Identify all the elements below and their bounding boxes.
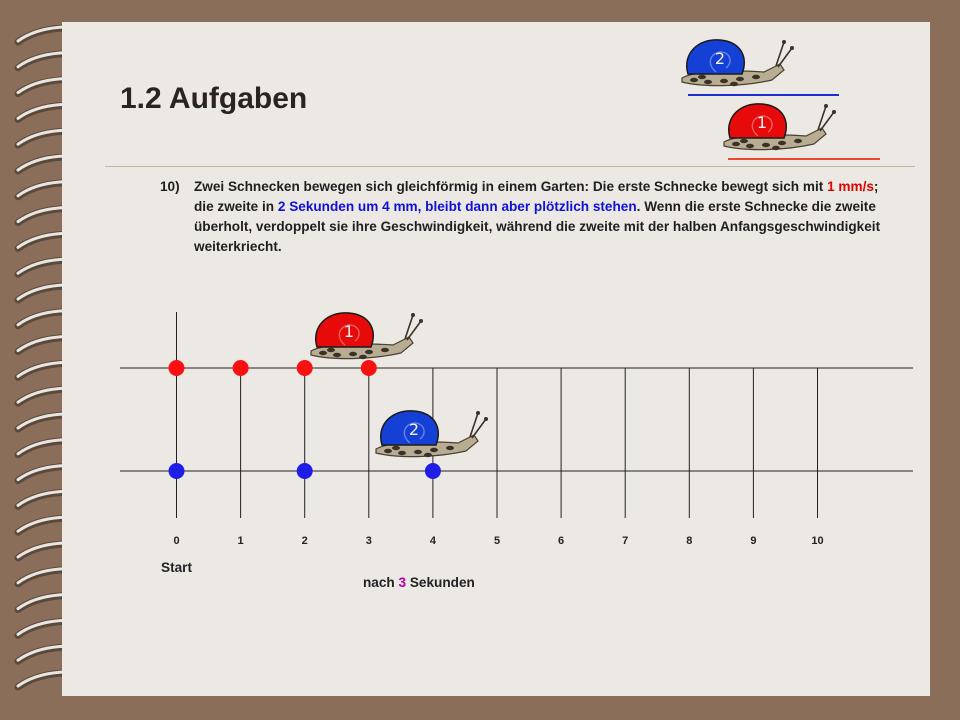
diagram-snail-blue-icon xyxy=(370,405,490,465)
tick-label-7: 7 xyxy=(622,535,629,547)
snail2-position-dot xyxy=(297,463,313,479)
tick-label-2: 2 xyxy=(301,535,308,547)
tick-label-10: 10 xyxy=(811,535,824,547)
tick-label-1: 1 xyxy=(237,535,244,547)
time-value: 3 xyxy=(398,575,407,590)
tick-label-9: 9 xyxy=(750,535,757,547)
start-label: Start xyxy=(161,560,192,575)
task-number: 10) xyxy=(160,179,180,194)
svg-text:1: 1 xyxy=(756,113,768,132)
snail1-position-dot xyxy=(233,360,249,376)
tick-label-5: 5 xyxy=(493,535,501,547)
task-seg1: Zwei Schnecken bewegen sich gleichförmig in einem Garten: Die erste Schnecke bewegt sich mit xyxy=(194,179,828,194)
time-prefix: nach xyxy=(363,575,399,590)
task-seg3: . Wenn die erste Schnecke die zweite überholt, verdoppelt sie ihre Geschwindigkeit, während die zweite mit der halben Anfangsgeschwindigkeit weiterkriecht. xyxy=(194,199,881,254)
diagram-snail-red-icon xyxy=(305,307,425,367)
elapsed-time-label xyxy=(363,575,475,590)
tick-label-8: 8 xyxy=(686,535,693,547)
svg-text:2: 2 xyxy=(408,420,420,439)
page-title: 1.2 Aufgaben xyxy=(120,82,308,115)
snail2-position-dot xyxy=(169,463,185,479)
svg-text:2: 2 xyxy=(714,49,726,68)
tick-label-6: 6 xyxy=(558,535,565,547)
tick-label-3: 3 xyxy=(365,535,372,547)
tick-label-4: 4 xyxy=(429,535,436,547)
snail2-position-dot xyxy=(425,463,441,479)
task-speed1: 1 mm/s xyxy=(827,179,874,194)
svg-text:1: 1 xyxy=(343,322,355,341)
task-seg2: ; die zweite in xyxy=(194,179,879,214)
time-suffix: Sekunden xyxy=(406,575,475,590)
task-speed2: 2 Sekunden um 4 mm, bleibt dann aber plötzlich stehen xyxy=(277,199,637,214)
snail1-position-dot xyxy=(169,360,185,376)
tick-label-0: 0 xyxy=(173,535,180,547)
